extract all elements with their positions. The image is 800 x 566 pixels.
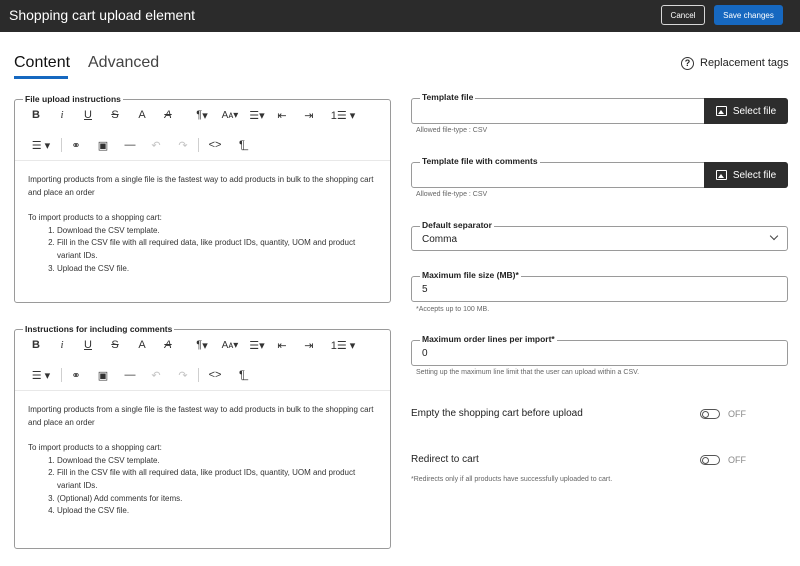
image-icon[interactable]: ▣	[97, 139, 109, 152]
strikethrough-icon[interactable]: S	[111, 339, 119, 351]
toggle-state-text: OFF	[728, 409, 746, 419]
underline-icon[interactable]: U	[84, 339, 92, 351]
tab-content[interactable]: Content	[14, 54, 71, 71]
tab-advanced[interactable]: Advanced	[88, 54, 160, 71]
active-tab-indicator	[14, 76, 68, 79]
italic-icon[interactable]: i	[60, 109, 64, 121]
editor-paragraph: To import products to a shopping cart:	[28, 443, 162, 453]
list-item: 3. Upload the CSV file.	[57, 263, 378, 276]
paragraph-format-icon[interactable]: ¶ ▾	[196, 339, 208, 352]
text-color-icon[interactable]: A	[138, 339, 146, 351]
comments-instructions-editor[interactable]	[14, 324, 391, 549]
field-helper-text: Allowed file-type : CSV	[416, 127, 488, 134]
field-helper-text: *Accepts up to 100 MB.	[416, 306, 490, 313]
horizontal-rule-icon[interactable]: —	[124, 139, 136, 151]
max-file-size-input[interactable]	[411, 270, 788, 302]
toolbar-divider	[198, 368, 199, 382]
bullet-list-icon[interactable]: ☰ ▾	[31, 369, 51, 382]
header-bar	[0, 0, 800, 32]
redo-icon[interactable]: ↷	[178, 369, 188, 382]
show-blocks-icon[interactable]: ¶̲	[239, 139, 245, 151]
numbered-list-icon[interactable]: 1☰ ▾	[330, 109, 356, 122]
bold-icon[interactable]: B	[32, 339, 40, 351]
toggle-knob	[702, 411, 709, 418]
redo-icon[interactable]: ↷	[178, 139, 188, 152]
list-item: 1. Download the CSV template.	[57, 225, 378, 238]
outdent-icon[interactable]: ⇤	[277, 109, 287, 122]
replacement-tags-link[interactable]	[681, 55, 789, 71]
template-file-field[interactable]	[411, 92, 788, 124]
indent-icon[interactable]: ⇥	[304, 339, 314, 352]
default-separator-select[interactable]	[411, 220, 788, 251]
undo-icon[interactable]: ↶	[151, 369, 161, 382]
toolbar-bottom-divider	[15, 160, 390, 161]
select-file-label: Select file	[732, 105, 777, 117]
image-icon[interactable]: ▣	[97, 369, 109, 382]
indent-icon[interactable]: ⇥	[304, 109, 314, 122]
toggle-knob	[702, 457, 709, 464]
toolbar-bottom-divider	[15, 390, 390, 391]
list-item: 4. Upload the CSV file.	[57, 505, 378, 518]
empty-cart-toggle-label: Empty the shopping cart before upload	[411, 408, 583, 419]
editor-toolbar-row	[15, 136, 390, 154]
editor-toolbar-row	[15, 106, 390, 124]
cancel-button[interactable]: Cancel	[661, 5, 705, 25]
undo-icon[interactable]: ↶	[151, 139, 161, 152]
text-color-icon[interactable]: A	[138, 109, 146, 121]
list-item: 2. Fill in the CSV file with all required data, like product IDs, quantity, UOM and product variant IDs.	[57, 237, 378, 262]
field-helper-text: Setting up the maximum line limit that the user can upload within a CSV.	[416, 369, 640, 376]
list-item: 3. (Optional) Add comments for items.	[57, 493, 378, 506]
numbered-list-icon[interactable]: 1☰ ▾	[330, 339, 356, 352]
redirect-to-cart-toggle-label: Redirect to cart	[411, 454, 479, 465]
align-icon[interactable]: ☰▾	[249, 339, 265, 352]
editor-paragraph: Importing products from a single file is the fastest way to add products in bulk to the shopping cart and place an order	[28, 175, 374, 197]
bullet-list-icon[interactable]: ☰ ▾	[31, 139, 51, 152]
strikethrough-icon[interactable]: S	[111, 109, 119, 121]
editor-content[interactable]	[28, 174, 378, 275]
font-size-icon[interactable]: Aᴀ ▾	[221, 109, 239, 121]
field-helper-text: Allowed file-type : CSV	[416, 191, 488, 198]
bold-icon[interactable]: B	[32, 109, 40, 121]
field-legend: Maximum order lines per import*	[422, 334, 555, 344]
editor-paragraph: To import products to a shopping cart:	[28, 213, 162, 223]
select-value: Comma	[422, 234, 458, 245]
source-code-icon[interactable]: <>	[208, 139, 222, 151]
underline-icon[interactable]: U	[84, 109, 92, 121]
max-order-lines-input[interactable]	[411, 334, 788, 366]
template-file-comments-field[interactable]	[411, 156, 788, 188]
toolbar-divider	[61, 368, 62, 382]
input-value: 0	[422, 348, 428, 359]
font-size-icon[interactable]: Aᴀ ▾	[221, 339, 239, 351]
editor-legend: Instructions for including comments	[25, 324, 173, 334]
horizontal-rule-icon[interactable]: —	[124, 369, 136, 381]
toolbar-divider	[198, 138, 199, 152]
save-changes-button[interactable]: Save changes	[714, 5, 783, 25]
link-icon[interactable]: ⚭	[71, 369, 81, 382]
show-blocks-icon[interactable]: ¶̲	[239, 369, 245, 381]
redirect-to-cart-toggle[interactable]	[700, 455, 720, 465]
toggle-state-text: OFF	[728, 455, 746, 465]
link-icon[interactable]: ⚭	[71, 139, 81, 152]
editor-content[interactable]	[28, 404, 378, 518]
paragraph-format-icon[interactable]: ¶ ▾	[196, 109, 208, 122]
field-legend: Template file	[422, 92, 474, 102]
clear-format-icon[interactable]: A	[164, 109, 172, 121]
select-file-button[interactable]	[704, 162, 788, 188]
field-legend: Maximum file size (MB)*	[422, 270, 519, 280]
image-icon	[716, 106, 727, 116]
select-file-button[interactable]	[704, 98, 788, 124]
editor-toolbar-row	[15, 336, 390, 354]
field-legend: Default separator	[422, 220, 492, 230]
source-code-icon[interactable]: <>	[208, 369, 222, 381]
clear-format-icon[interactable]: A	[164, 339, 172, 351]
replacement-tags-label: Replacement tags	[700, 57, 789, 69]
file-upload-instructions-editor[interactable]	[14, 94, 391, 303]
list-item: 1. Download the CSV template.	[57, 455, 378, 468]
image-icon	[716, 170, 727, 180]
editor-paragraph: Importing products from a single file is the fastest way to add products in bulk to the shopping cart and place an order	[28, 405, 374, 427]
empty-cart-toggle[interactable]	[700, 409, 720, 419]
editor-legend: File upload instructions	[25, 94, 121, 104]
editor-steps-list	[45, 455, 378, 518]
field-legend: Template file with comments	[422, 156, 538, 166]
editor-toolbar-row	[15, 366, 390, 384]
align-icon[interactable]: ☰▾	[249, 109, 265, 122]
italic-icon[interactable]: i	[60, 339, 64, 351]
list-item: 2. Fill in the CSV file with all required data, like product IDs, quantity, UOM and product variant IDs.	[57, 467, 378, 492]
help-circle-icon: ?	[681, 57, 694, 70]
page-title: Shopping cart upload element	[9, 7, 196, 23]
select-file-label: Select file	[732, 169, 777, 181]
input-value: 5	[422, 284, 428, 295]
toolbar-divider	[61, 138, 62, 152]
outdent-icon[interactable]: ⇤	[277, 339, 287, 352]
field-helper-text: *Redirects only if all products have successfully uploaded to cart.	[411, 476, 613, 483]
editor-steps-list	[45, 225, 378, 275]
chevron-down-icon	[770, 232, 778, 240]
